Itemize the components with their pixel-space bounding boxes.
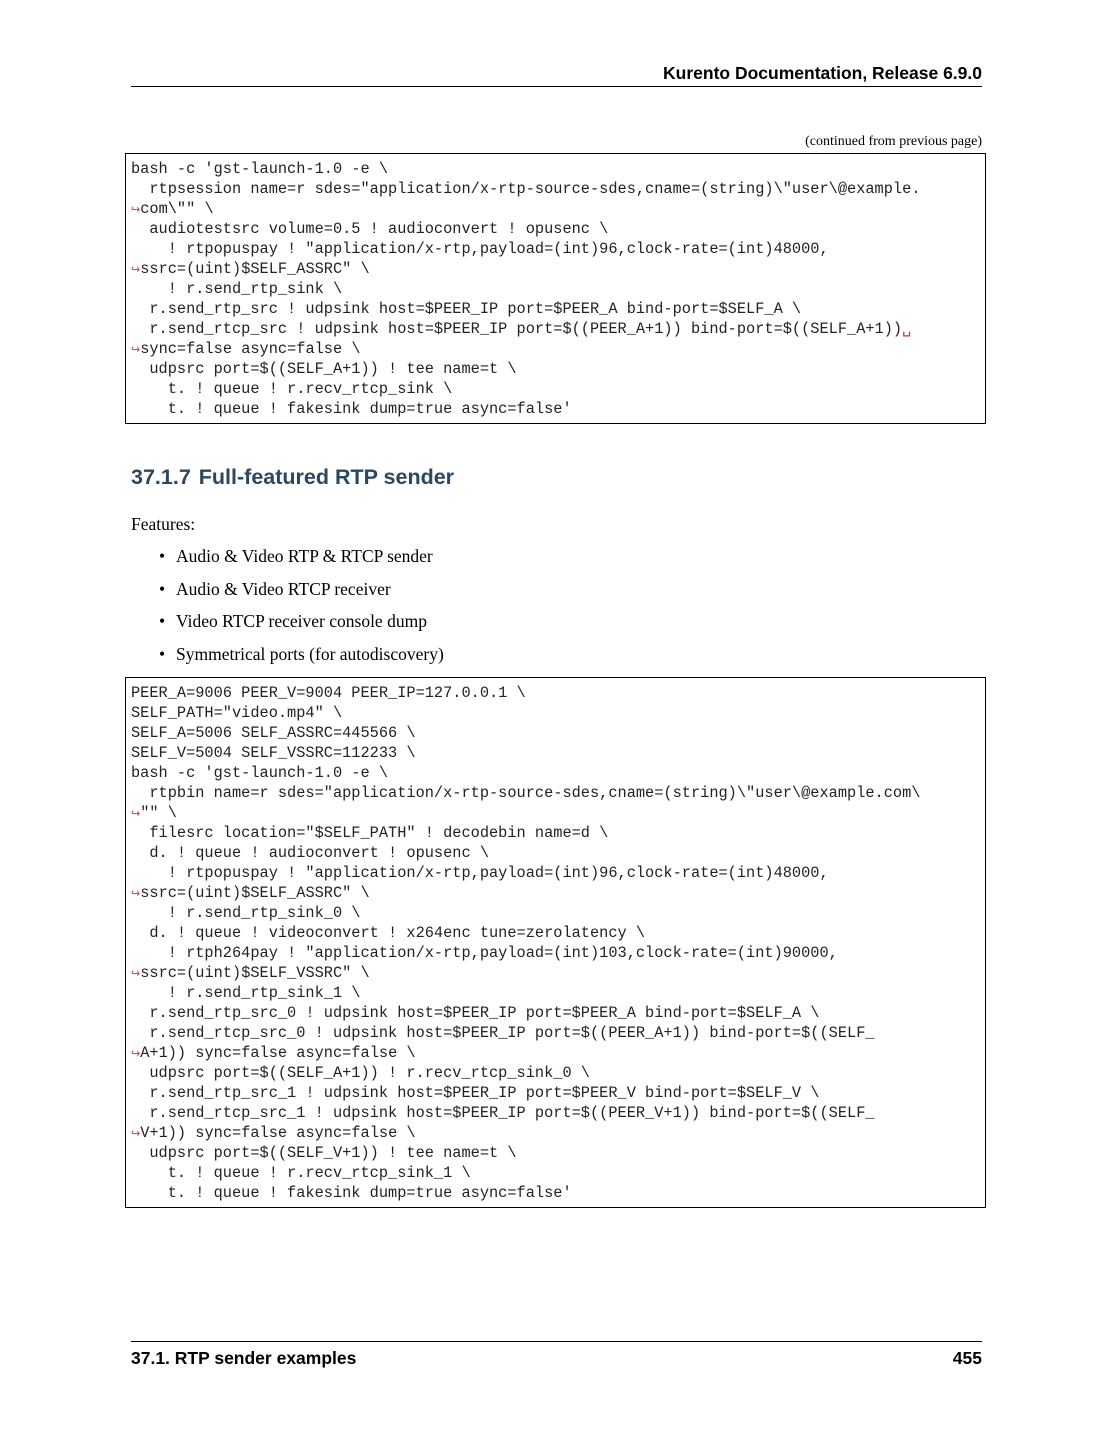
code-line: ↪ssrc=(uint)$SELF_ASSRC" \ [131, 260, 370, 278]
code-line: bash -c 'gst-launch-1.0 -e \ [131, 764, 389, 782]
list-item: • Audio & Video RTCP receiver [159, 578, 391, 599]
code-line: d. ! queue ! videoconvert ! x264enc tune=zerolatency \ [131, 924, 646, 942]
line-continuation-icon: ↪ [131, 807, 141, 820]
code-line: ↪com\"" \ [131, 200, 214, 218]
code-line: udpsrc port=$((SELF_V+1)) ! tee name=t \ [131, 1144, 517, 1162]
code-line: ! r.send_rtp_sink \ [131, 280, 343, 298]
page-number: 455 [952, 1348, 982, 1368]
code-line: rtpsession name=r sdes="application/x-rtp-source-sdes,cname=(string)\"user\@example. [131, 180, 921, 198]
code-line: t. ! queue ! r.recv_rtcp_sink_1 \ [131, 1164, 471, 1182]
code-line: ↪ssrc=(uint)$SELF_VSSRC" \ [131, 964, 370, 982]
code-block-gst-rtpsession [125, 153, 986, 424]
bullet-icon: • [159, 578, 166, 599]
code-line: t. ! queue ! fakesink dump=true async=false' [131, 400, 572, 418]
list-item: • Audio & Video RTP & RTCP sender [159, 546, 433, 566]
footer-section: 37.1. RTP sender examples [131, 1348, 357, 1368]
bullet-icon: • [159, 644, 166, 665]
code-line: ↪V+1)) sync=false async=false \ [131, 1124, 416, 1142]
line-continuation-icon: ↪ [131, 1047, 141, 1060]
visible-space-icon: ␣ [902, 320, 912, 338]
code-line: ! r.send_rtp_sink_0 \ [131, 904, 361, 922]
code-block-gst-rtpbin [125, 677, 986, 1208]
code-line: ↪sync=false async=false \ [131, 340, 361, 358]
line-continuation-icon: ↪ [131, 203, 141, 216]
code-line: SELF_A=5006 SELF_ASSRC=445566 \ [131, 724, 416, 742]
code-line: udpsrc port=$((SELF_A+1)) ! r.recv_rtcp_sink_0 \ [131, 1064, 590, 1082]
code-line: r.send_rtcp_src_1 ! udpsink host=$PEER_IP port=$((PEER_V+1)) bind-port=$((SELF_ [131, 1104, 875, 1122]
code-line: ! rtpopuspay ! "application/x-rtp,payload=(int)96,clock-rate=(int)48000, [131, 864, 829, 882]
code-line: r.send_rtcp_src_0 ! udpsink host=$PEER_IP port=$((PEER_A+1)) bind-port=$((SELF_ [131, 1024, 875, 1042]
bullet-icon: • [159, 611, 166, 632]
code-line: r.send_rtp_src_1 ! udpsink host=$PEER_IP port=$PEER_V bind-port=$SELF_V \ [131, 1084, 820, 1102]
page-footer [131, 1341, 982, 1369]
code-line: filesrc location="$SELF_PATH" ! decodebin name=d \ [131, 824, 609, 842]
code-line: t. ! queue ! fakesink dump=true async=false' [131, 1184, 572, 1202]
bullet-icon: • [159, 546, 166, 566]
code-line: ↪ssrc=(uint)$SELF_ASSRC" \ [131, 884, 370, 902]
line-continuation-icon: ↪ [131, 263, 141, 276]
continued-note: (continued from previous page) [805, 134, 982, 149]
code-line: audiotestsrc volume=0.5 ! audioconvert ! opusenc \ [131, 220, 609, 238]
code-line: r.send_rtp_src ! udpsink host=$PEER_IP port=$PEER_A bind-port=$SELF_A \ [131, 300, 802, 318]
code-line: SELF_V=5004 SELF_VSSRC=112233 \ [131, 744, 416, 762]
code-line: ! r.send_rtp_sink_1 \ [131, 984, 361, 1002]
list-item: • Video RTCP receiver console dump [159, 611, 427, 632]
features-label: Features: [131, 514, 196, 534]
page-header [131, 60, 982, 87]
line-continuation-icon: ↪ [131, 1127, 141, 1140]
line-continuation-icon: ↪ [131, 967, 141, 980]
code-line: ! rtpopuspay ! "application/x-rtp,payload=(int)96,clock-rate=(int)48000, [131, 240, 829, 258]
code-line: ! rtph264pay ! "application/x-rtp,payload=(int)103,clock-rate=(int)90000, [131, 944, 838, 962]
code-line: r.send_rtp_src_0 ! udpsink host=$PEER_IP port=$PEER_A bind-port=$SELF_A \ [131, 1004, 820, 1022]
code-line: PEER_A=9006 PEER_V=9004 PEER_IP=127.0.0.1 \ [131, 684, 526, 702]
code-line: bash -c 'gst-launch-1.0 -e \ [131, 160, 389, 178]
section-title: Full-featured RTP sender [198, 465, 455, 489]
code-line: ↪"" \ [131, 804, 177, 822]
section-number: 37.1.7 [131, 465, 191, 489]
line-continuation-icon: ↪ [131, 343, 141, 356]
line-continuation-icon: ↪ [131, 887, 141, 900]
code-line: d. ! queue ! audioconvert ! opusenc \ [131, 844, 490, 862]
code-line: t. ! queue ! r.recv_rtcp_sink \ [131, 380, 453, 398]
code-line: udpsrc port=$((SELF_A+1)) ! tee name=t \ [131, 360, 517, 378]
code-line: SELF_PATH="video.mp4" \ [131, 704, 343, 722]
header-title: Kurento Documentation, Release 6.9.0 [663, 63, 982, 83]
section-heading [131, 462, 454, 492]
code-line: ↪A+1)) sync=false async=false \ [131, 1044, 416, 1062]
code-line: rtpbin name=r sdes="application/x-rtp-source-sdes,cname=(string)\"user\@example.com\ [131, 784, 921, 802]
features-list [131, 545, 444, 676]
list-item: • Symmetrical ports (for autodiscovery) [159, 644, 444, 665]
code-line: r.send_rtcp_src ! udpsink host=$PEER_IP port=$((PEER_A+1)) bind-port=$((SELF_A+1))␣ [131, 320, 912, 338]
